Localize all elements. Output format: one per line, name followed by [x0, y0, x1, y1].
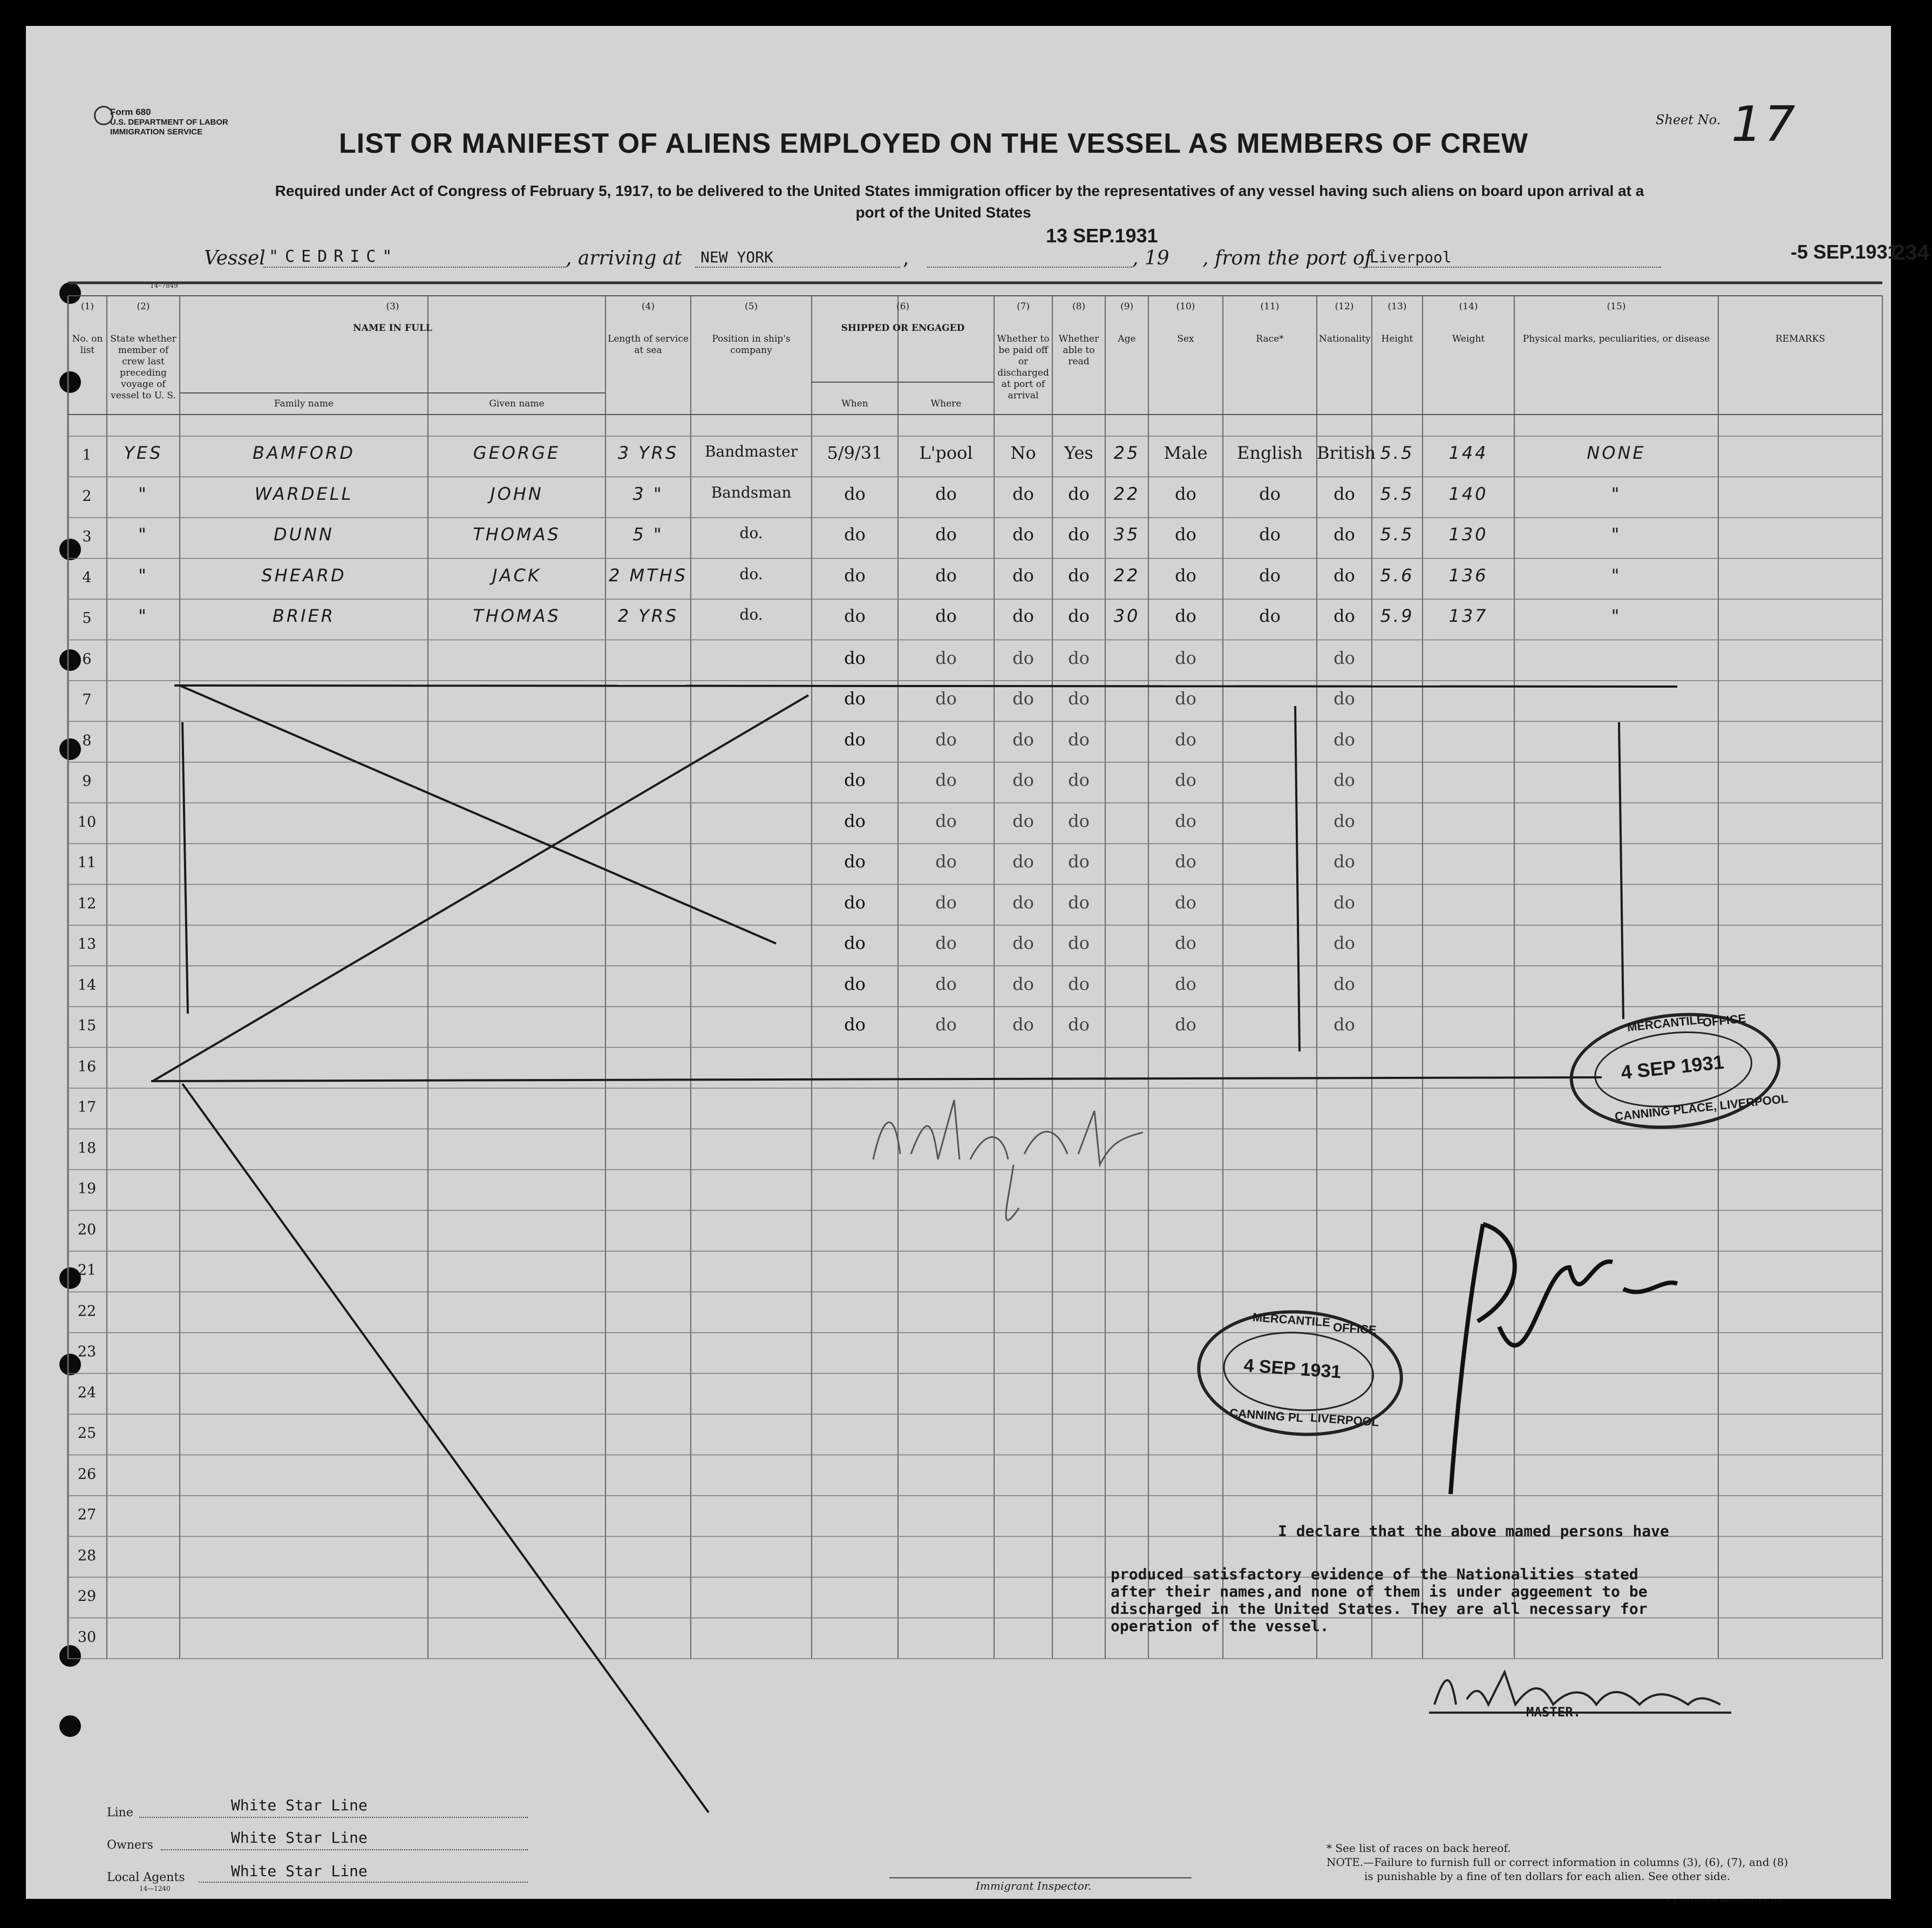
cell-sex: Male — [1164, 443, 1208, 463]
cell-race: do — [1259, 565, 1281, 586]
cell-where: do — [935, 851, 957, 872]
cell-weight: 144 — [1448, 443, 1488, 463]
cell-height: 5.5 — [1380, 524, 1414, 545]
cell-sex: do — [1175, 770, 1196, 790]
cell-when: do — [844, 892, 866, 913]
cell-where: do — [935, 565, 957, 586]
row-number: 10 — [77, 813, 97, 831]
cell-when: do — [844, 606, 866, 626]
arrival-port: NEW YORK — [700, 248, 773, 266]
cell-where: do — [935, 810, 957, 831]
declaration-line-4: discharged in the United States. They are all necessary for — [1111, 1600, 1648, 1618]
declaration-line-5: operation of the vessel. — [1111, 1617, 1329, 1635]
column-header: Age — [1118, 334, 1136, 344]
master-initials-signature — [1418, 1203, 1699, 1505]
cell-read: do — [1068, 851, 1090, 872]
row-number: 25 — [77, 1425, 97, 1442]
sheet-number: 17 — [1731, 96, 1798, 153]
cell-nat: do — [1334, 565, 1355, 586]
cell-where: do — [935, 933, 957, 953]
strike-line — [182, 1084, 709, 1812]
cell-when: do — [844, 851, 866, 872]
year-label: , 19 — [1132, 247, 1169, 269]
column-header: Length of service at sea — [608, 334, 689, 356]
row-number: 3 — [82, 528, 92, 545]
column-subheader: Where — [930, 398, 962, 409]
cell-position: do. — [739, 524, 763, 542]
cell-where: do — [935, 892, 957, 913]
row-number: 26 — [77, 1465, 97, 1483]
cell-paid: do — [1012, 565, 1034, 586]
agents-code: 14—1240 — [139, 1885, 171, 1892]
cell-when: do — [844, 688, 866, 709]
arriving-label: , arriving at — [566, 247, 682, 269]
cell-age: 22 — [1113, 565, 1140, 586]
cell-read: do — [1068, 524, 1090, 545]
column-header: Height — [1381, 334, 1413, 344]
cell-paid: do — [1012, 851, 1034, 872]
manifest-sheet — [26, 26, 1929, 1904]
cell-nat: do — [1334, 483, 1355, 504]
column-subheader: Family name — [274, 398, 334, 409]
column-header: State whether member of crew last preceding voyage of vessel to U. S. — [110, 334, 176, 401]
cell-paid: do — [1012, 770, 1034, 790]
strike-line — [153, 695, 808, 1081]
vessel-name: "CEDRIC" — [269, 247, 399, 266]
cell-read: do — [1068, 606, 1090, 626]
cell-sex: do — [1175, 483, 1196, 504]
column-number: (6) — [896, 301, 910, 312]
cell-sex: do — [1175, 647, 1196, 668]
row-number: 22 — [77, 1302, 97, 1320]
cell-race: do — [1259, 524, 1281, 545]
document-subtitle: Required under Act of Congress of February 5, 1917, to be delivered to the United States immigration officer by the representatives of any vessel having such aliens on board upon arrival at a — [275, 182, 1644, 199]
cell-where: do — [935, 688, 957, 709]
cell-weight: 137 — [1448, 606, 1488, 626]
row-number: 20 — [77, 1221, 97, 1238]
cell-prev: YES — [124, 443, 163, 463]
inspector-signature — [862, 1078, 1240, 1240]
cell-age: 22 — [1113, 483, 1140, 504]
bracket-mark — [1619, 722, 1623, 1019]
cell-when: do — [844, 524, 866, 545]
row-number: 17 — [77, 1099, 97, 1116]
cell-paid: do — [1012, 810, 1034, 831]
cell-height: 5.6 — [1380, 565, 1414, 586]
cell-age: 25 — [1113, 443, 1140, 463]
column-number: (12) — [1335, 301, 1354, 312]
row-number: 23 — [77, 1343, 97, 1360]
column-subheader: Given name — [489, 398, 545, 409]
column-number: (4) — [641, 301, 655, 312]
cell-sex: do — [1175, 606, 1196, 626]
cell-paid: do — [1012, 729, 1034, 750]
cell-read: do — [1068, 483, 1090, 504]
column-header: No. on list — [72, 334, 103, 356]
penalty-note: NOTE.—Failure to furnish full or correct information in columns (3), (6), (7), and (8) — [1326, 1856, 1788, 1869]
row-number: 18 — [77, 1139, 97, 1157]
cell-read: do — [1068, 892, 1090, 913]
row-number: 16 — [77, 1058, 97, 1075]
form-code: 14–7849 — [150, 282, 178, 289]
cell-weight: 130 — [1448, 524, 1488, 545]
cell-when: do — [844, 1014, 866, 1035]
agents-value: White Star Line — [231, 1862, 368, 1880]
row-number: 14 — [77, 976, 97, 994]
penalty-note-2: is punishable by a fine of ten dollars for each alien. See other side. — [1364, 1870, 1731, 1883]
column-number: (2) — [137, 301, 150, 312]
list-number: 234 — [1893, 241, 1929, 264]
comma: , — [903, 247, 909, 269]
declaration-line-2: produced satisfactory evidence of the Nationalities stated — [1111, 1565, 1638, 1583]
department-name: U.S. DEPARTMENT OF LABOR — [110, 118, 228, 127]
inspector-label: Immigrant Inspector. — [976, 1879, 1092, 1892]
row-number: 30 — [77, 1628, 97, 1646]
cell-nat: do — [1334, 688, 1355, 709]
cell-paid: do — [1012, 483, 1034, 504]
agents-label: Local Agents — [107, 1871, 185, 1884]
column-header: Sex — [1177, 334, 1194, 344]
cell-read: do — [1068, 810, 1090, 831]
service-name: IMMIGRATION SERVICE — [110, 127, 203, 137]
cell-service: 2 MTHS — [608, 565, 688, 586]
cell-sex: do — [1175, 851, 1196, 872]
cell-where: do — [935, 1014, 957, 1035]
cell-position: Bandsman — [711, 483, 792, 501]
column-number: (15) — [1607, 301, 1626, 312]
row-number: 15 — [77, 1017, 97, 1034]
cell-where: do — [935, 483, 957, 504]
document-title: LIST OR MANIFEST OF ALIENS EMPLOYED ON THE VESSEL AS MEMBERS OF CREW — [339, 128, 1528, 159]
cell-sex: do — [1175, 973, 1196, 994]
master-label: MASTER. — [1526, 1705, 1581, 1720]
row-number: 29 — [77, 1588, 97, 1605]
column-header: Whether able to read — [1058, 334, 1099, 367]
cell-where: L'pool — [919, 443, 973, 463]
cell-nat: British — [1317, 443, 1376, 463]
column-number: (1) — [80, 301, 94, 312]
cell-given: THOMAS — [473, 524, 561, 545]
column-header: Position in ship's company — [712, 334, 791, 356]
cell-nat: do — [1334, 606, 1355, 626]
mercantile-office-stamp-lower: MERCANTILE OFFICE 4 SEP 1931 CANNING PL LIVERPOOL — [1193, 1304, 1407, 1443]
cell-sex: do — [1175, 729, 1196, 750]
cell-read: do — [1068, 1014, 1090, 1035]
cell-read: do — [1068, 770, 1090, 790]
cell-height: 5.5 — [1380, 483, 1414, 504]
cell-height: 5.5 — [1380, 443, 1414, 463]
inspector-line — [889, 1877, 1192, 1878]
cell-given: THOMAS — [473, 606, 561, 626]
cell-when: 5/9/31 — [827, 443, 883, 463]
cell-service: 3 YRS — [617, 443, 679, 463]
row-number: 8 — [82, 732, 92, 749]
row-number: 28 — [77, 1547, 97, 1564]
line-label: Line — [107, 1806, 133, 1820]
cell-nat: do — [1334, 1014, 1355, 1035]
cell-nat: do — [1334, 770, 1355, 790]
cell-nat: do — [1334, 810, 1355, 831]
column-subheader: When — [841, 398, 868, 409]
cell-age: 30 — [1113, 606, 1140, 626]
cell-paid: do — [1012, 606, 1034, 626]
cell-position: do. — [739, 565, 763, 583]
cell-marks: NONE — [1587, 443, 1646, 463]
cell-nat: do — [1334, 933, 1355, 953]
column-number: (14) — [1459, 301, 1478, 312]
arrival-date-stamp: 13 SEP.1931 — [1046, 225, 1158, 247]
cell-sex: do — [1175, 810, 1196, 831]
row-number: 4 — [82, 569, 92, 586]
cell-paid: do — [1012, 524, 1034, 545]
row-number: 1 — [82, 447, 92, 464]
cell-read: Yes — [1064, 443, 1093, 463]
column-header: Whether to be paid off or discharged at port of arrival — [997, 334, 1050, 401]
bracket-mark — [182, 722, 188, 1014]
cell-sex: do — [1175, 524, 1196, 545]
row-number: 7 — [82, 691, 92, 708]
cell-given: JACK — [492, 565, 541, 586]
cell-family: BRIER — [272, 606, 336, 626]
column-header: SHIPPED OR ENGAGED — [841, 323, 965, 334]
cell-when: do — [844, 933, 866, 953]
strike-line — [180, 685, 776, 943]
cell-prev: " — [138, 524, 148, 545]
cell-family: WARDELL — [254, 483, 353, 504]
cell-when: do — [844, 973, 866, 994]
column-number: (13) — [1387, 301, 1407, 312]
cell-read: do — [1068, 973, 1090, 994]
form-number: Form 680 — [110, 107, 151, 117]
cell-read: do — [1068, 933, 1090, 953]
strike-line — [174, 685, 1677, 687]
row-number: 5 — [82, 610, 92, 627]
declaration-line-3: after their names,and none of them is under aggeement to be — [1111, 1583, 1648, 1600]
cell-marks: " — [1611, 483, 1622, 504]
column-header: Race* — [1256, 334, 1284, 344]
column-header: Nationality — [1319, 334, 1371, 344]
cell-race: do — [1259, 606, 1281, 626]
cell-nat: do — [1334, 729, 1355, 750]
cell-when: do — [844, 483, 866, 504]
departure-port: Liverpool — [1370, 248, 1452, 266]
cell-prev: " — [138, 606, 148, 626]
cell-read: do — [1068, 688, 1090, 709]
cell-when: do — [844, 565, 866, 586]
cell-paid: do — [1012, 688, 1034, 709]
row-number: 12 — [77, 895, 97, 912]
printer-mark: U. S. GOVERNMENT PRINTING OFFICE: 1930 — [1666, 1899, 1784, 1904]
bracket-mark — [1295, 706, 1300, 1051]
row-number: 24 — [77, 1384, 97, 1401]
cell-where: do — [935, 647, 957, 668]
column-number: (11) — [1260, 301, 1280, 312]
cell-read: do — [1068, 647, 1090, 668]
cell-family: BAMFORD — [253, 443, 355, 463]
column-number: (5) — [744, 301, 758, 312]
cell-marks: " — [1611, 565, 1622, 586]
cell-age: 35 — [1113, 524, 1140, 545]
column-number: (10) — [1176, 301, 1195, 312]
cell-given: GEORGE — [473, 443, 561, 463]
cell-race: English — [1237, 443, 1303, 463]
cell-position: Bandmaster — [704, 443, 798, 460]
cell-service: 3 " — [632, 483, 664, 504]
departure-date-stamp: -5 SEP.1931 — [1791, 241, 1899, 263]
row-number: 21 — [77, 1262, 97, 1279]
cell-nat: do — [1334, 892, 1355, 913]
cell-weight: 136 — [1448, 565, 1488, 586]
cell-weight: 140 — [1448, 483, 1488, 504]
cell-sex: do — [1175, 1014, 1196, 1035]
row-number: 11 — [77, 854, 97, 871]
cell-where: do — [935, 729, 957, 750]
cell-marks: " — [1611, 524, 1622, 545]
cell-paid: do — [1012, 892, 1034, 913]
column-header: Physical marks, peculiarities, or disease — [1522, 334, 1710, 344]
owners-value: White Star Line — [231, 1829, 368, 1846]
cell-nat: do — [1334, 524, 1355, 545]
cell-paid: do — [1012, 973, 1034, 994]
mercantile-office-stamp: MERCANTILE OFFICE 4 SEP 1931 CANNING PLACE, LIVERPOOL — [1564, 1003, 1786, 1139]
cell-sex: do — [1175, 565, 1196, 586]
row-number: 13 — [77, 936, 97, 953]
column-number: (9) — [1120, 301, 1134, 312]
cell-when: do — [844, 647, 866, 668]
cell-paid: No — [1010, 443, 1036, 463]
cell-sex: do — [1175, 688, 1196, 709]
declaration-line-1: I declare that the above mamed persons have — [1278, 1522, 1669, 1540]
cell-where: do — [935, 524, 957, 545]
row-number: 2 — [82, 487, 92, 505]
column-number: (7) — [1016, 301, 1030, 312]
cell-position: do. — [739, 606, 763, 623]
cell-nat: do — [1334, 851, 1355, 872]
column-header: NAME IN FULL — [353, 323, 432, 334]
cell-paid: do — [1012, 1014, 1034, 1035]
cell-service: 5 " — [632, 524, 664, 545]
document-subtitle-2: port of the United States — [855, 204, 1031, 221]
sheet-number-label: Sheet No. — [1656, 112, 1721, 127]
cell-where: do — [935, 973, 957, 994]
cell-read: do — [1068, 729, 1090, 750]
cell-sex: do — [1175, 892, 1196, 913]
cell-paid: do — [1012, 933, 1034, 953]
cell-marks: " — [1611, 606, 1622, 626]
column-number: (3) — [386, 301, 399, 312]
cell-nat: do — [1334, 973, 1355, 994]
cell-given: JOHN — [490, 483, 543, 504]
owners-label: Owners — [107, 1838, 153, 1852]
cell-read: do — [1068, 565, 1090, 586]
row-number: 19 — [77, 1180, 97, 1197]
cell-sex: do — [1175, 933, 1196, 953]
cell-paid: do — [1012, 647, 1034, 668]
vessel-label: Vessel — [204, 247, 266, 269]
column-header: REMARKS — [1775, 334, 1826, 344]
cell-when: do — [844, 770, 866, 790]
cell-family: SHEARD — [261, 565, 346, 586]
cell-prev: " — [138, 483, 148, 504]
cell-when: do — [844, 810, 866, 831]
cell-service: 2 YRS — [617, 606, 679, 626]
column-header: Weight — [1452, 334, 1485, 344]
cell-height: 5.9 — [1380, 606, 1414, 626]
cell-when: do — [844, 729, 866, 750]
column-number: (8) — [1072, 301, 1086, 312]
cell-race: do — [1259, 483, 1281, 504]
row-number: 6 — [82, 650, 92, 668]
cell-prev: " — [138, 565, 148, 586]
line-value: White Star Line — [231, 1796, 368, 1814]
races-note: * See list of races on back hereof. — [1326, 1842, 1511, 1855]
row-number: 27 — [77, 1506, 97, 1523]
cell-family: DUNN — [274, 524, 334, 545]
from-port-label: , from the port of — [1202, 247, 1372, 269]
cell-nat: do — [1334, 647, 1355, 668]
cell-where: do — [935, 770, 957, 790]
row-number: 9 — [82, 773, 92, 790]
cell-where: do — [935, 606, 957, 626]
